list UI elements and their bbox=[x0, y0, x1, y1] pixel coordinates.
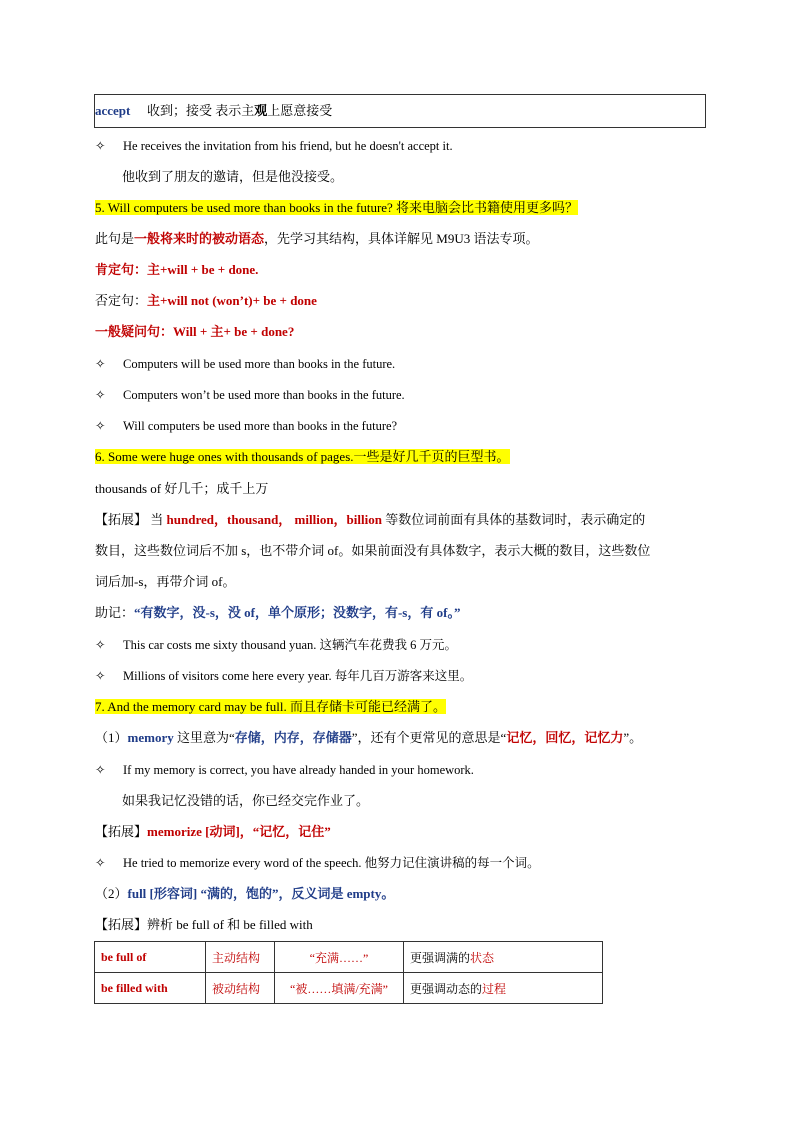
question-rule: 一般疑问句：Will + 主+ be + done? bbox=[95, 324, 295, 339]
example-1: ✧ He receives the invitation from his friend, but he doesn't accept it. bbox=[95, 139, 453, 153]
vocab-word: accept bbox=[95, 103, 131, 118]
para-6a: thousands of 好几千；成千上万 bbox=[95, 481, 269, 496]
para-6b: 【拓展】 当 hundred，thousand， million，billion 等数位词前面有具体的基数词时，表示确定的 bbox=[95, 512, 646, 527]
bullet-icon: ✧ bbox=[95, 357, 106, 371]
bullet-icon: ✧ bbox=[95, 388, 106, 402]
bullet-icon: ✧ bbox=[95, 669, 106, 683]
negative-rule: 否定句：主+will not (won’t)+ be + done bbox=[95, 293, 317, 308]
vocab-key: 观 bbox=[254, 103, 268, 118]
heading-7: 7. And the memory card may be full. 而且存储卡可能已经满了。 bbox=[95, 699, 446, 714]
vocab-box: accept 收到；接受 表示主观上愿意接受 bbox=[94, 94, 706, 128]
para-7b: （2）full [形容词] “满的，饱的”，反义词是 empty。 bbox=[95, 886, 395, 901]
table-row: be filled with 被动结构 “被……填满/充满” 更强调动态的过程 bbox=[95, 973, 603, 1004]
bullet-icon: ✧ bbox=[95, 139, 106, 153]
example-6-1: ✧ This car costs me sixty thousand yuan. 这辆汽车花费我 6 万元。 bbox=[95, 638, 457, 652]
bullet-icon: ✧ bbox=[95, 419, 106, 433]
para-6d: 词后加-s，再带介词 of。 bbox=[95, 574, 236, 589]
extension-compare: 【拓展】辨析 be full of 和 be filled with bbox=[95, 917, 313, 932]
example-6-2: ✧ Millions of visitors come here every year. 每年几百万游客来这里。 bbox=[95, 669, 473, 683]
example-7-1: ✧ If my memory is correct, you have already handed in your homework. bbox=[95, 763, 474, 777]
extension-memorize: 【拓展】memorize [动词]，“记忆，记住” bbox=[95, 824, 331, 839]
example-1-cn: 他收到了朋友的邀请，但是他没接受。 bbox=[122, 169, 344, 184]
bullet-icon: ✧ bbox=[95, 638, 106, 652]
example-7-2: ✧ He tried to memorize every word of the speech. 他努力记住演讲稿的每一个词。 bbox=[95, 856, 540, 870]
heading-6: 6. Some were huge ones with thousands of pages.一些是好几千页的巨型书。 bbox=[95, 449, 510, 464]
para-7a: （1）memory 这里意为“存储，内存，存储器”，还有个更常见的意思是“记忆，回忆，记忆力”。 bbox=[95, 730, 643, 745]
heading-5: 5. Will computers be used more than books in the future? 将来电脑会比书籍使用更多吗？ bbox=[95, 200, 579, 215]
affirmative-rule: 肯定句：主+will + be + done. bbox=[95, 262, 259, 277]
example-5-3: ✧ Will computers be used more than books in the future? bbox=[95, 419, 398, 433]
para-5a: 此句是一般将来时的被动语态，先学习其结构，具体详解见 M9U3 语法专项。 bbox=[95, 231, 539, 246]
mnemonic: 助记：“有数字，没-s，没 of，单个原形；没数字，有-s，有 of。” bbox=[95, 605, 461, 620]
bullet-icon: ✧ bbox=[95, 856, 106, 870]
example-7-1-cn: 如果我记忆没错的话，你已经交完作业了。 bbox=[122, 793, 370, 808]
para-6c: 数目，这些数位词后不加 s，也不带介词 of。如果前面没有具体数字，表示大概的数目，这些数位 bbox=[95, 543, 651, 558]
table-row: be full of 主动结构 “充满……” 更强调满的状态 bbox=[95, 942, 603, 973]
bullet-icon: ✧ bbox=[95, 763, 106, 777]
example-5-2: ✧ Computers won’t be used more than books in the future. bbox=[95, 388, 405, 402]
comparison-table bbox=[94, 941, 603, 1004]
example-5-1: ✧ Computers will be used more than books in the future. bbox=[95, 357, 396, 371]
